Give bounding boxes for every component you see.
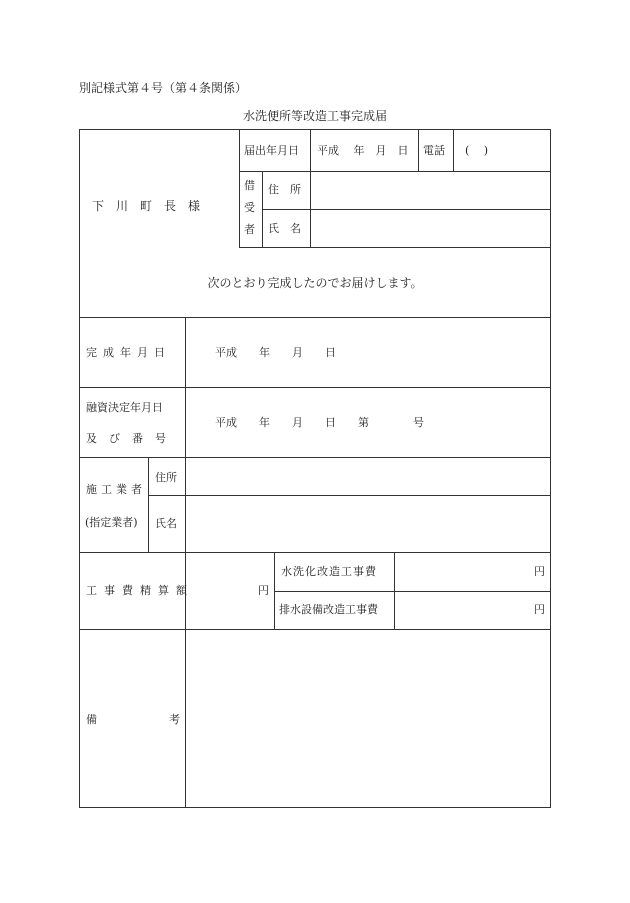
drain-cost-unit: 円	[534, 603, 545, 616]
row-divider	[79, 387, 551, 388]
remarks-label-left: 備	[86, 713, 97, 726]
header-divider	[262, 171, 263, 247]
borrower-label-char: 者	[244, 223, 255, 236]
contractor-designated-label: (指定業者)	[85, 516, 138, 529]
flush-cost-label: 水洗化改造工事費	[281, 565, 377, 578]
contractor-label: 施工業者	[86, 483, 146, 496]
submission-date-label: 届出年月日	[244, 144, 299, 157]
remarks-field[interactable]	[186, 630, 550, 807]
total-cost-unit: 円	[258, 584, 269, 597]
completion-date-value[interactable]: 平成 年 月 日	[215, 346, 336, 359]
loan-decision-label: 融資決定年月日	[86, 401, 163, 414]
borrower-name-label: 氏 名	[268, 222, 301, 235]
form-number: 別記様式第４号（第４条関係）	[79, 81, 248, 95]
borrower-address-field[interactable]	[311, 172, 550, 208]
statement: 次のとおり完成したのでお届けします。	[207, 276, 423, 290]
contractor-address-label: 住所	[155, 471, 177, 484]
borrower-label-char: 借	[244, 179, 255, 192]
flush-cost-unit: 円	[534, 565, 545, 578]
column-divider	[394, 552, 395, 629]
contractor-address-field[interactable]	[186, 458, 550, 494]
borrower-name-field[interactable]	[311, 210, 550, 246]
header-divider	[239, 129, 240, 247]
borrower-address-label: 住 所	[268, 183, 301, 196]
form-title: 水洗便所等改造工事完成届	[242, 109, 387, 123]
header-divider	[239, 247, 551, 248]
borrower-label-char: 受	[244, 201, 255, 214]
contractor-name-field[interactable]	[186, 496, 550, 551]
cost-label: 工事費精算額	[86, 584, 194, 597]
loan-decision-value[interactable]: 平成 年 月 日 第 号	[215, 416, 424, 429]
addressee: 下 川 町 長 様	[92, 199, 201, 213]
submission-date-value[interactable]: 平成 年 月 日	[317, 144, 409, 157]
drain-cost-label: 排水設備改造工事費	[279, 603, 378, 616]
phone-label: 電話	[423, 144, 445, 157]
column-divider	[148, 457, 149, 552]
row-divider	[79, 552, 551, 553]
row-divider	[79, 317, 551, 318]
row-divider	[274, 591, 551, 592]
column-divider	[274, 552, 275, 629]
remarks-label-right: 考	[169, 713, 180, 726]
header-divider	[418, 129, 419, 171]
phone-value[interactable]: ( )	[465, 144, 489, 157]
contractor-name-label: 氏名	[155, 517, 177, 530]
completion-date-label: 完成年月日	[86, 346, 171, 359]
header-divider	[453, 129, 454, 171]
loan-number-label: 及び番号	[86, 432, 178, 445]
